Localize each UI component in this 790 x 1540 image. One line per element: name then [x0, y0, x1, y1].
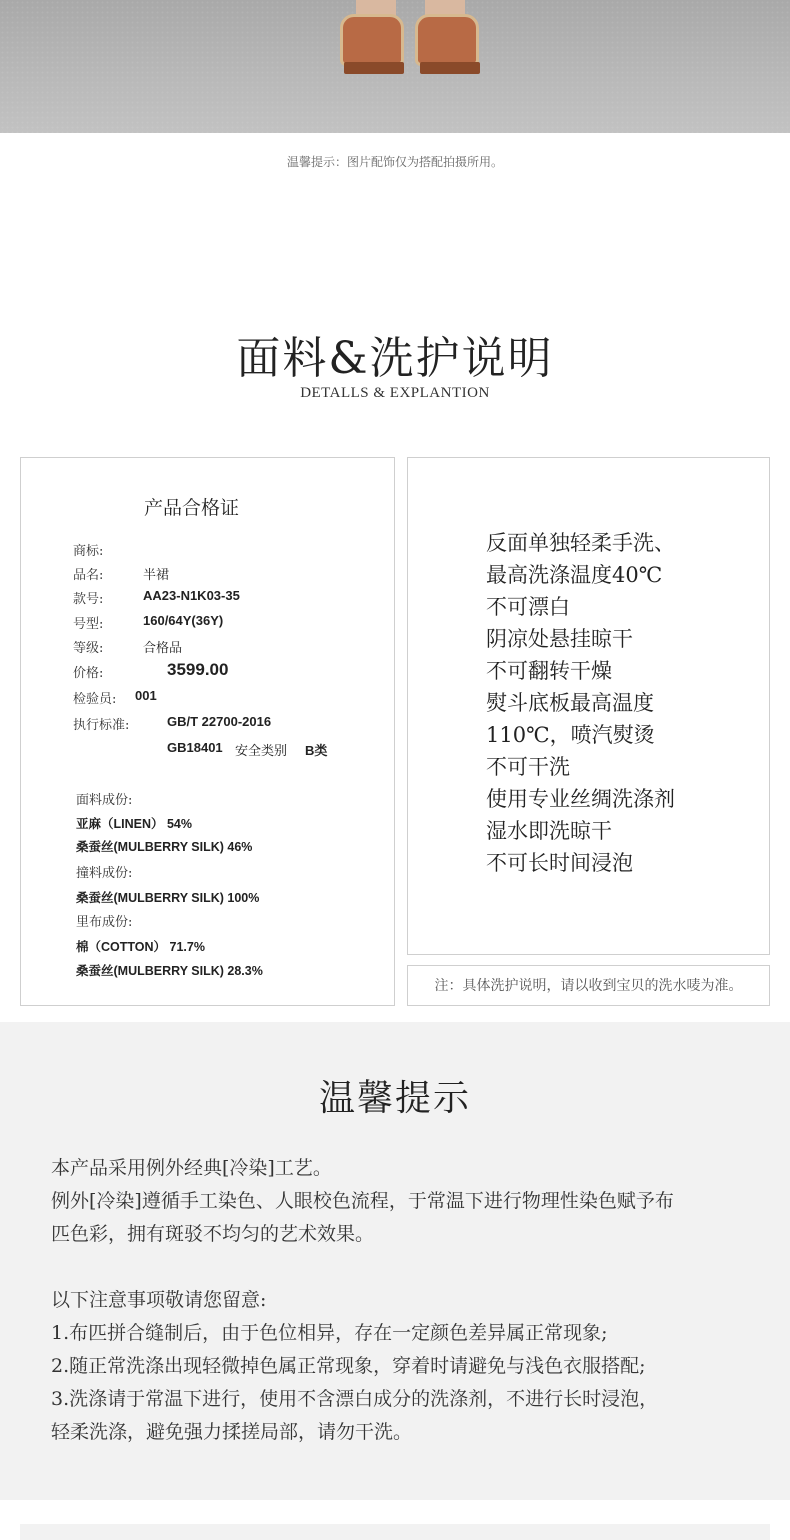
care-item: 不可干洗: [486, 755, 570, 779]
tips-line: 以下注意事项敬请您留意:: [51, 1289, 267, 1311]
field-label-inspector: 检验员:: [73, 692, 117, 707]
field-label-style: 款号:: [73, 592, 104, 607]
tips-line: 1.布匹拼合缝制后，由于色位相异，存在一定颜色差异属正常现象;: [51, 1322, 608, 1344]
care-item: 阴凉处悬挂晾干: [486, 627, 633, 651]
care-item: 最高洗涤温度40℃: [486, 563, 663, 587]
field-value-price: 3599.00: [167, 660, 229, 679]
tips-section: [0, 1022, 790, 1500]
field-value-grade: 合格品: [143, 641, 183, 656]
fabric-item: 桑蚕丝(MULBERRY SILK) 46%: [76, 840, 253, 854]
certificate-card: [20, 457, 395, 1006]
field-value-standard: GB/T 22700-2016: [167, 714, 272, 729]
care-card: [407, 457, 770, 955]
field-value-name: 半裙: [143, 568, 170, 583]
tips-line: 轻柔洗涤，避免强力揉搓局部，请勿干洗。: [51, 1421, 413, 1443]
tips-title: 温馨提示: [318, 1078, 471, 1119]
left-sandal-shape: [340, 14, 404, 66]
standard-line2-code: GB18401: [167, 740, 223, 755]
tips-line: 3.洗涤请于常温下进行，使用不含漂白成分的洗涤剂，不进行长时浸泡，: [51, 1388, 659, 1410]
field-label-brand: 商标:: [73, 544, 104, 559]
lining-item: 桑蚕丝(MULBERRY SILK) 28.3%: [76, 964, 263, 978]
care-list: [486, 527, 675, 879]
care-item: 使用专业丝绸洗涤剂: [486, 787, 675, 811]
section-subtitle: DETALLS & EXPLANTION: [300, 385, 490, 401]
lining-heading: 里布成份:: [76, 915, 133, 930]
tips-line: 匹色彩，拥有斑驳不均匀的艺术效果。: [51, 1223, 375, 1245]
product-photo: [0, 0, 790, 133]
certificate-title: 产品合格证: [143, 497, 239, 519]
tips-body: [51, 1152, 751, 1449]
right-sandal-shape: [415, 14, 479, 66]
left-sole-shape: [344, 62, 404, 74]
tips-line: 2.随正常洗涤出现轻微掉色属正常现象，穿着时请避免与浅色衣服搭配;: [51, 1355, 646, 1377]
field-label-size: 号型:: [73, 617, 104, 632]
care-item: 不可翻转干燥: [486, 659, 612, 683]
tips-line: 例外[冷染]遵循手工染色、人眼校色流程，于常温下进行物理性染色赋予布: [51, 1190, 674, 1212]
care-item: 不可漂白: [486, 595, 570, 619]
standard-line2-text: 安全类别: [235, 744, 288, 759]
field-label-name: 品名:: [73, 568, 104, 583]
care-item: 熨斗底板最高温度: [486, 691, 654, 715]
field-label-price: 价格:: [73, 666, 104, 681]
standard-line2-class: B类: [305, 743, 328, 758]
section-title: 面料&洗护说明: [236, 333, 554, 384]
care-item: 110℃，喷汽熨烫: [486, 723, 655, 747]
photo-note: 温馨提示：图片配饰仅为搭配拍摄所用。: [286, 155, 503, 169]
lining-item: 棉（COTTON） 71.7%: [76, 940, 205, 954]
tips-line: 本产品采用例外经典[冷染]工艺。: [51, 1157, 332, 1179]
right-sole-shape: [420, 62, 480, 74]
field-label-standard: 执行标准:: [73, 718, 130, 733]
care-item: 反面单独轻柔手洗、: [486, 531, 675, 555]
field-value-inspector: 001: [135, 688, 157, 703]
fabric-heading: 面料成份:: [76, 793, 133, 808]
care-note: 注：具体洗护说明，请以收到宝贝的洗水唛为准。: [407, 965, 770, 1006]
field-value-size: 160/64Y(36Y): [143, 613, 224, 628]
field-label-grade: 等级:: [73, 641, 104, 656]
fabric-item: 亚麻（LINEN） 54%: [76, 817, 192, 831]
contrast-fabric-item: 桑蚕丝(MULBERRY SILK) 100%: [76, 891, 260, 905]
care-item: 不可长时间浸泡: [486, 851, 633, 875]
field-value-style: AA23-N1K03-35: [143, 588, 240, 603]
next-section-edge: [20, 1524, 770, 1540]
care-item: 湿水即洗晾干: [486, 819, 612, 843]
contrast-fabric-heading: 撞料成份:: [76, 866, 133, 881]
